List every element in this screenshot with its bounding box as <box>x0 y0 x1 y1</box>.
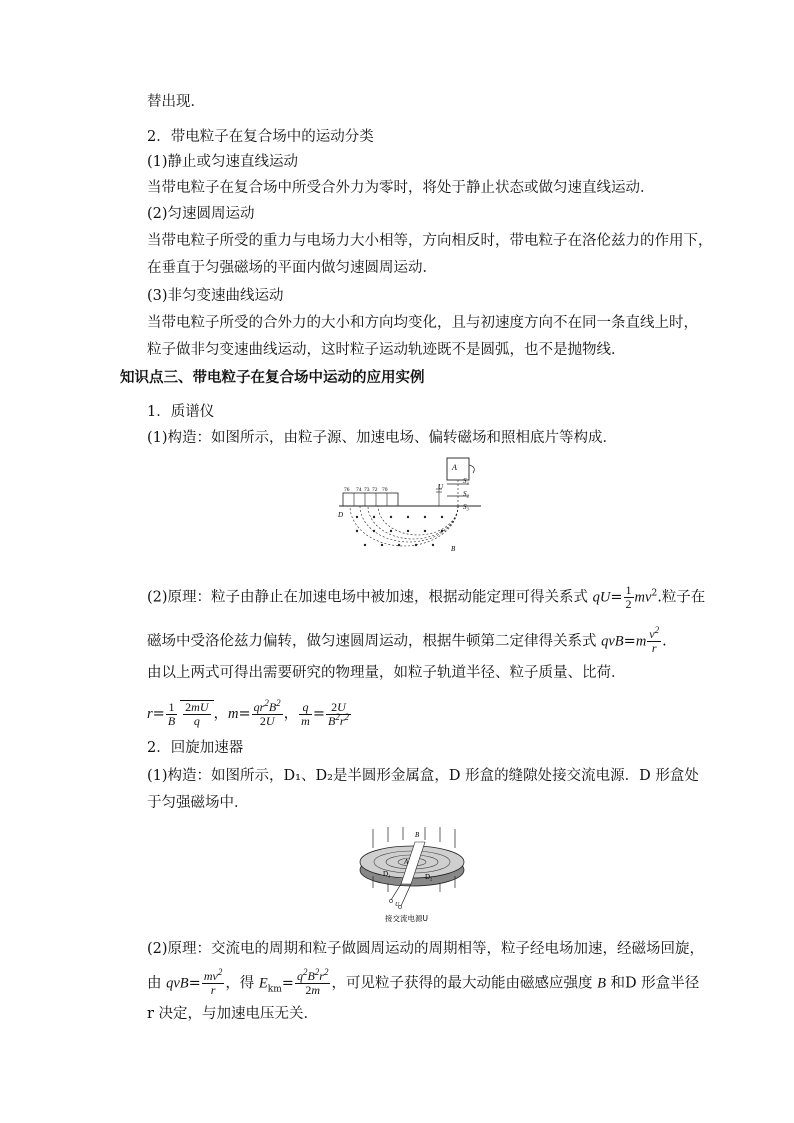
label-A: A <box>404 858 409 866</box>
fraction-2U-B2r2: $\frac{2U}{B^2r^2}$ <box>327 699 349 728</box>
label-S3: S₃ <box>463 503 469 511</box>
derived-formulas: r= $\frac{1}{B}$ $\frac{2mU}{q}$ ，m= $\frac{qr^2B^2}{2U}$ ， $\frac{q}{m}$ = $\frac{2U}{B^2r^2}$ <box>147 697 349 728</box>
scale-70: 70 <box>382 487 388 493</box>
text-line: (1)构造：如图所示，D₁、D₂是半圆形金属盒，D 形盒的缝隙处接交流电源．D 形盒处 <box>147 768 699 784</box>
figure-caption: 接交流电源U <box>385 914 428 923</box>
label-D: D <box>338 511 344 519</box>
text-line: r 决定，与加速电压无关． <box>147 1006 319 1022</box>
fraction-one-half: $\frac{1}{2}$ <box>625 583 632 611</box>
fraction-q-m: $\frac{q}{m}$ <box>301 699 310 728</box>
label-D1: D₁ <box>383 870 391 878</box>
text-line: 当带电粒子所受的合外力的大小和方向均变化，且与初速度方向不在同一条直线上时， <box>147 315 698 331</box>
scale-76: 76 <box>344 487 350 493</box>
principle-text-end: 粒子在 <box>661 589 706 606</box>
radius-text: 和D 形盒半径 <box>610 975 700 992</box>
text-line: 在垂直于匀强磁场的平面内做匀速圆周运动． <box>147 260 437 276</box>
scale-72: 72 <box>372 487 378 493</box>
formula-qU: qU <box>592 589 611 606</box>
section-heading: 1．质谱仪 <box>147 404 215 420</box>
scale-74: 74 <box>356 487 362 493</box>
label-S2: S₂ <box>463 490 469 498</box>
text-line: 由 qvB= $\frac{mv^2}{r}$ ，得 $E_{km}=$ $\frac{q^2B^2r^2}{2m}$ ，可见粒子获得的最大动能由磁感应强度 B 和D 形盒半径 <box>147 967 700 997</box>
scale-73: 73 <box>364 487 370 493</box>
mass-spectrometer-figure <box>335 455 485 560</box>
fraction-q2B2r2-2m: $\frac{q^2B^2r^2}{2m}$ <box>296 967 329 997</box>
fraction-mv2-r: $\frac{mv^2}{r}$ <box>203 967 223 997</box>
subheading: (3)非匀变速曲线运动 <box>147 288 284 304</box>
derive-label: ，得 <box>225 975 255 992</box>
text-line: 磁场中受洛伦兹力偏转，做匀速圆周运动，根据牛顿第二定律得关系式 qvB=m $\frac{v^2}{r}$ . <box>147 625 667 655</box>
label-D2: D₂ <box>425 873 433 881</box>
principle-line: (2)原理：粒子由静止在加速电场中被加速，根据动能定理可得关系式 qU= $\frac{1}{2}$ $mv^2$.粒子在 <box>147 583 706 611</box>
label-U: U <box>438 483 444 491</box>
subheading: (1)静止或匀速直线运动 <box>147 154 299 170</box>
label-S1: S₁ <box>463 477 469 485</box>
subheading: (2)匀速圆周运动 <box>147 206 255 222</box>
fraction-v2-r: $\frac{v^2}{r}$ <box>649 625 660 655</box>
text-line: 于匀强磁场中． <box>147 795 249 811</box>
sqrt-2mU-q: $\frac{2mU}{q}$ <box>180 700 213 728</box>
energy-text: ，可见粒子获得的最大动能由磁感应强度 <box>331 975 593 992</box>
text-line: (2)原理：交流电的周期和粒子做圆周运动的周期相等，粒子经电场加速，经磁场回旋， <box>147 941 705 957</box>
label-A: A <box>452 463 457 472</box>
section-heading: 2．带电粒子在复合场中的运动分类 <box>147 129 374 145</box>
from-label: 由 <box>147 975 162 992</box>
section-heading: 2．回旋加速器 <box>147 740 244 756</box>
label-B: B <box>415 831 420 839</box>
label-B: B <box>451 545 456 553</box>
fraction-qr2B2-2U: $\frac{qr^2B^2}{2U}$ <box>253 697 281 728</box>
text-line: 当带电粒子在复合场中所受合外力为零时，将处于静止状态或做匀速直线运动． <box>147 180 655 196</box>
principle-text: (2)原理：粒子由静止在加速电场中被加速，根据动能定理可得关系式 <box>147 589 589 606</box>
cyclotron-figure <box>355 826 470 924</box>
fraction-1-B: $\frac{1}{B}$ <box>167 699 176 728</box>
lorentz-text: 磁场中受洛伦兹力偏转，做匀速圆周运动，根据牛顿第二定律得关系式 <box>147 633 597 650</box>
formula-qvB: qvB <box>601 633 624 650</box>
text-line: 粒子做非匀变速曲线运动，这时粒子运动轨迹既不是圆弧，也不是抛物线． <box>147 342 626 358</box>
text-line: (1)构造：如图所示，由粒子源、加速电场、偏转磁场和照相底片等构成． <box>147 430 618 446</box>
knowledge-heading: 知识点三、带电粒子在复合场中运动的应用实例 <box>120 369 425 386</box>
text-line: 由以上两式可得出需要研究的物理量，如粒子轨道半径、粒子质量、比荷． <box>147 665 626 681</box>
text-line: 当带电粒子所受的重力与电场力大小相等，方向相反时，带电粒子在洛伦兹力的作用下， <box>147 233 713 249</box>
text-line: 替出现． <box>147 94 205 110</box>
label-U: U <box>395 902 400 908</box>
